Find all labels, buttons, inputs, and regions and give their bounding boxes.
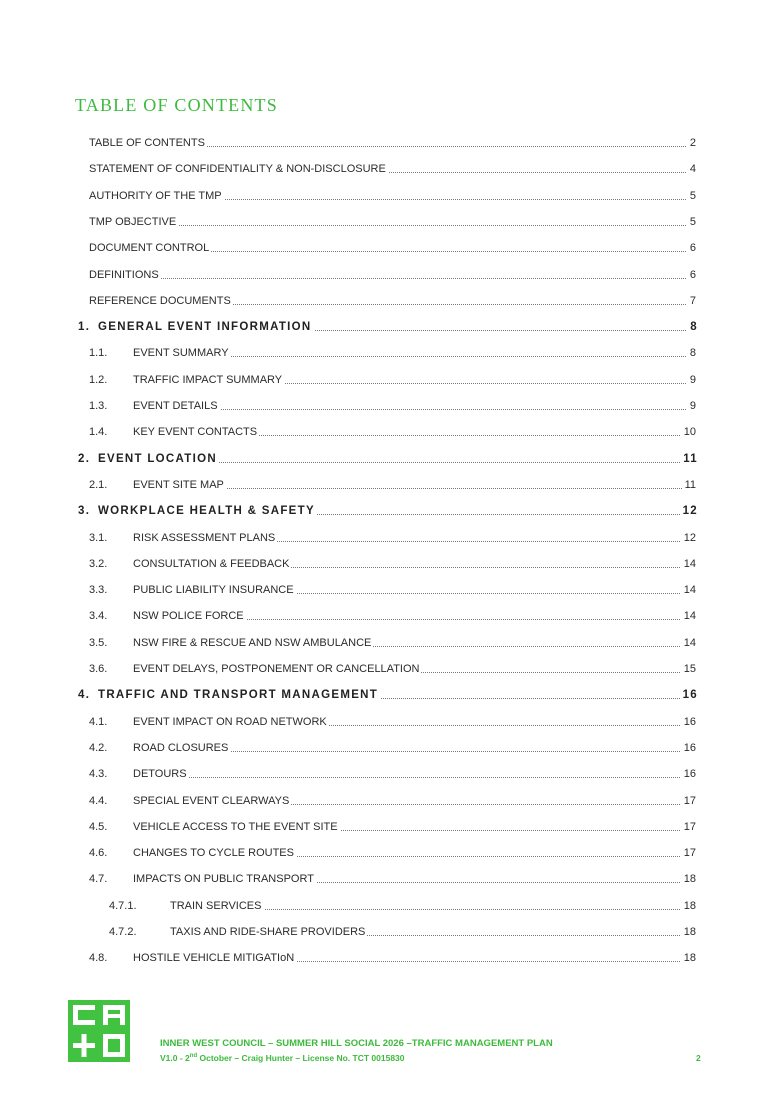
toc-entry-row[interactable] (0, 712, 784, 732)
toc-page-number: 5 (687, 186, 696, 206)
toc-entry-number: 3.5. (89, 636, 108, 649)
toc-entry-label: NSW POLICE FORCE (133, 610, 244, 623)
toc-page-number: 14 (681, 606, 696, 626)
toc-page-number: 12 (681, 528, 696, 548)
toc-entry-row[interactable] (0, 370, 784, 390)
toc-chapter-row[interactable] (0, 317, 784, 337)
toc-entry-number: 1.3. (89, 400, 108, 412)
toc-chapter-row[interactable] (0, 449, 784, 469)
toc-entry-label: AUTHORITY OF THE TMP (89, 189, 222, 202)
footer-title: INNER WEST COUNCIL – SUMMER HILL SOCIAL 2026 –TRAFFIC MANAGEMENT PLAN (160, 1038, 553, 1049)
toc-entry-label: REFERENCE DOCUMENTS (89, 294, 231, 307)
toc-entry-row[interactable] (0, 580, 784, 600)
toc-entry-row[interactable] (0, 212, 784, 232)
toc-page-number: 16 (681, 712, 696, 732)
toc-entry-number: 3.4. (89, 610, 108, 623)
toc-entry-number: 4.7.1. (109, 899, 137, 912)
toc-entry-row[interactable] (0, 159, 784, 179)
toc-entry-label: SPECIAL EVENT CLEARWAYS (133, 794, 290, 807)
toc-entry-row[interactable] (0, 396, 784, 416)
toc-entry-label: GENERAL EVENT INFORMATION (98, 321, 312, 334)
toc-leader-dots (89, 278, 692, 279)
toc-leader-dots (89, 225, 692, 226)
toc-page-number: 14 (681, 633, 696, 653)
toc-entry-label: TAXIS AND RIDE-SHARE PROVIDERS (170, 926, 366, 938)
toc-entry-label: EVENT SITE MAP (133, 478, 224, 491)
toc-entry-number: 3.1. (89, 531, 108, 544)
toc-entry-row[interactable] (0, 554, 784, 574)
toc-entry-row[interactable] (0, 659, 784, 679)
toc-entry-row[interactable] (0, 528, 784, 548)
toc-entry-row[interactable] (0, 896, 784, 916)
toc-page-number: 10 (681, 422, 696, 442)
toc-entry-row[interactable] (0, 265, 784, 285)
toc-entry-label: DOCUMENT CONTROL (89, 242, 210, 255)
toc-entry-number: 1. (78, 321, 91, 334)
toc-entry-number: 3.3. (89, 584, 108, 597)
toc-entry-label: CONSULTATION & FEEDBACK (133, 557, 290, 570)
toc-page-number: 6 (687, 265, 696, 285)
footer-version: V1.0 - 2nd October – Craig Hunter – License No. TCT 0015830 (160, 1053, 405, 1063)
toc-entry-label: IMPACTS ON PUBLIC TRANSPORT (133, 873, 314, 886)
toc-page-number: 18 (681, 948, 696, 968)
toc-page-number: 18 (681, 922, 696, 942)
toc-entry-row[interactable] (0, 922, 784, 942)
toc-leader-dots (133, 777, 692, 778)
toc-page-number: 15 (681, 659, 696, 679)
toc-entry-label: KEY EVENT CONTACTS (133, 426, 258, 439)
toc-chapter-row[interactable] (0, 685, 784, 705)
toc-entry-label: VEHICLE ACCESS TO THE EVENT SITE (133, 820, 338, 833)
toc-entry-number: 1.4. (89, 426, 108, 439)
toc-entry-label: DEFINITIONS (89, 268, 159, 281)
toc-heading: TABLE OF CONTENTS (75, 95, 278, 115)
toc-entry-label: CHANGES TO CYCLE ROUTES (133, 847, 294, 860)
toc-entry-row[interactable] (0, 791, 784, 811)
toc-entry-label: EVENT DETAILS (133, 400, 218, 412)
toc-entry-row[interactable] (0, 869, 784, 889)
toc-page-number: 7 (687, 291, 696, 311)
toc-entry-label: HOSTILE VEHICLE MITIGATIoN (133, 952, 295, 965)
toc-entry-label: RISK ASSESSMENT PLANS (133, 531, 276, 544)
toc-page-number: 17 (681, 791, 696, 811)
toc-entry-row[interactable] (0, 238, 784, 258)
toc-page-number: 8 (687, 317, 698, 337)
toc-entry-number: 4.2. (89, 741, 108, 754)
toc-entry-number: 2. (78, 452, 91, 465)
toc-page-number: 5 (687, 212, 696, 232)
toc-entry-number: 4.7.2. (109, 926, 137, 938)
toc-entry-number: 4.5. (89, 820, 108, 833)
toc-chapter-row[interactable] (0, 501, 784, 521)
toc-page-number: 11 (680, 449, 698, 469)
toc-entry-row[interactable] (0, 186, 784, 206)
toc-entry-number: 4.3. (89, 768, 108, 781)
toc-entry-row[interactable] (0, 343, 784, 363)
toc-page-number: 17 (681, 817, 696, 837)
toc-entry-number: 3.6. (89, 663, 108, 675)
toc-entry-number: 2.1. (89, 478, 108, 491)
toc-entry-label: EVENT SUMMARY (133, 347, 229, 360)
footer-page-number: 2 (696, 1053, 701, 1063)
toc-entry-row[interactable] (0, 475, 784, 495)
toc-entry-number: 4.6. (89, 847, 108, 860)
toc-entry-label: TMP OBJECTIVE (89, 215, 177, 228)
toc-page-number: 2 (687, 133, 696, 153)
toc-entry-row[interactable] (0, 948, 784, 968)
toc-entry-label: EVENT DELAYS, POSTPONEMENT OR CANCELLATION (133, 663, 420, 675)
toc-entry-number: 1.1. (89, 347, 108, 360)
toc-entry-number: 3.2. (89, 557, 108, 570)
toc-entry-number: 4.7. (89, 873, 108, 886)
toc-entry-label: TRAIN SERVICES (170, 899, 262, 912)
toc-page-number: 14 (681, 580, 696, 600)
toc-page-number: 12 (680, 501, 698, 521)
toc-entry-label: EVENT IMPACT ON ROAD NETWORK (133, 715, 327, 728)
toc-page-number: 11 (682, 475, 696, 495)
toc-entry-row[interactable] (0, 738, 784, 758)
toc-entry-row[interactable] (0, 843, 784, 863)
toc-page-number: 8 (687, 343, 696, 363)
toc-page-number: 16 (681, 764, 696, 784)
toc-page-number: 16 (681, 738, 696, 758)
toc-entry-label: TRAFFIC IMPACT SUMMARY (133, 373, 283, 386)
toc-entry-label: DETOURS (133, 768, 187, 781)
toc-entry-row[interactable] (0, 133, 784, 153)
toc-page-number: 18 (681, 896, 696, 916)
toc-entry-number: 4. (78, 689, 91, 702)
toc-entry-number: 4.8. (89, 952, 108, 965)
toc-entry-number: 4.1. (89, 715, 108, 728)
toc-entry-label: NSW FIRE & RESCUE AND NSW AMBULANCE (133, 636, 372, 649)
toc-entry-number: 3. (78, 505, 91, 518)
toc-page-number: 14 (681, 554, 696, 574)
toc-page-number: 9 (687, 370, 696, 390)
toc-entry-label: WORKPLACE HEALTH & SAFETY (98, 505, 315, 518)
toc-entry-label: ROAD CLOSURES (133, 741, 229, 754)
toc-page-number: 18 (681, 869, 696, 889)
toc-entry-row[interactable] (0, 633, 784, 653)
toc-entry-row[interactable] (0, 606, 784, 626)
toc-entry-number: 4.4. (89, 794, 108, 807)
toc-entry-row[interactable] (0, 817, 784, 837)
toc-entry-label: PUBLIC LIABILITY INSURANCE (133, 584, 294, 597)
toc-page-number: 9 (687, 396, 696, 416)
toc-entry-row[interactable] (0, 422, 784, 442)
toc-entry-row[interactable] (0, 291, 784, 311)
toc-entry-row[interactable] (0, 764, 784, 784)
toc-entry-label: EVENT LOCATION (98, 452, 217, 465)
cato-logo (68, 1000, 130, 1062)
toc-page-number: 17 (681, 843, 696, 863)
toc-entry-label: STATEMENT OF CONFIDENTIALITY & NON-DISCLOSURE (89, 163, 386, 176)
toc-entry-label: TRAFFIC AND TRANSPORT MANAGEMENT (98, 689, 379, 702)
toc-page-number: 16 (680, 685, 698, 705)
toc-page-number: 6 (687, 238, 696, 258)
toc-entry-label: TABLE OF CONTENTS (89, 137, 205, 149)
toc-entry-number: 1.2. (89, 373, 108, 386)
toc-page-number: 4 (687, 159, 696, 179)
